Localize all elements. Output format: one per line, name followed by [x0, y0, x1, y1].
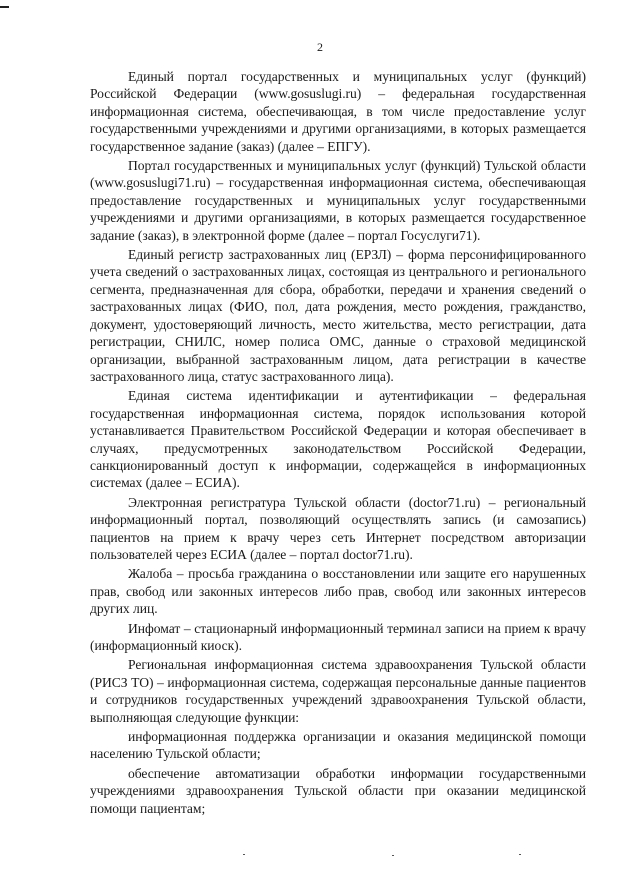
- paragraph-epgu: Единый портал государственных и муниципальных услуг (функций) Российской Федерации (www.gosuslugi.ru) – федеральная государственная информационная система, обеспечивающая, в том числе предоставление услуг государственными учреждениями и другими организациями, в которых размещается государственное задание (заказ) (далее – ЕПГУ).: [90, 69, 586, 154]
- scan-speck: [519, 854, 521, 855]
- paragraph-function-support: информационная поддержка организации и оказания медицинской помощи населению Тульской области;: [90, 729, 586, 762]
- scan-speck: [243, 854, 245, 855]
- scan-speck: [392, 855, 394, 856]
- scan-artifacts: [0, 852, 640, 862]
- paragraph-complaint: Жалоба – просьба гражданина о восстановлении или защите его нарушенных прав, свобод или законных интересов либо прав, свобод или законных интересов других лиц.: [90, 566, 586, 617]
- document-body: [90, 68, 586, 819]
- paragraph-function-automation: обеспечение автоматизации обработки информации государственными учреждениями здравоохранения Тульской области при оказании медицинской помощи пациентам;: [90, 765, 586, 816]
- paragraph-esia: Единая система идентификации и аутентификации – федеральная государственная информационная система, порядок использования которой устанавливается Правительством Российской Федерации и которая обеспечивает в случаях, предусмотренных законодательством Российской Федерации, санкционированный доступ к информации, содержащейся в информационных системах (далее – ЕСИА).: [90, 388, 586, 491]
- paragraph-erzl: Единый регистр застрахованных лиц (ЕРЗЛ) – форма персонифицированного учета сведений о застрахованных лицах, состоящая из центрального и регионального сегмента, предназначенная для сбора, обработки, передачи и хранения сведений о застрахованных лицах (ФИО, пол, дата рождения, место рождения, гражданство, документ, удостоверяющий личность, место жительства, место регистрации, дата регистрации, СНИЛС, номер полиса ОМС, данные о страховой медицинской организации, выбранной застрахованным лицом, дата регистрации в качестве застрахованного лица, статус застрахованного лица).: [90, 247, 586, 384]
- scan-corner-mark: [0, 6, 9, 8]
- paragraph-risz: Региональная информационная система здравоохранения Тульской области (РИСЗ ТО) – информационная система, содержащая персональные данные пациентов и сотрудников государственных учреждений здравоохранения Тульской области, выполняющая следующие функции:: [90, 657, 586, 725]
- paragraph-doctor71: Электронная регистратура Тульской области (doctor71.ru) – региональный информационный портал, позволяющий осуществлять запись (и самозапись) пациентов на прием к врачу через сеть Интернет посредством авторизации пользователей через ЕСИА (далее – портал doctor71.ru).: [90, 494, 586, 562]
- paragraph-gosuslugi71: Портал государственных и муниципальных услуг (функций) Тульской области (www.gosuslugi71.ru) – государственная информационная система, обеспечивающая предоставление государственных и муниципальных услуг государственными учреждениями и другими организациями, в которых размещается государственное задание (заказ), в электронной форме (далее – портал Госуслуги71).: [90, 158, 586, 243]
- page-number: 2: [317, 40, 323, 54]
- paragraph-infomat: Инфомат – стационарный информационный терминал записи на прием к врачу (информационный киоск).: [90, 620, 586, 653]
